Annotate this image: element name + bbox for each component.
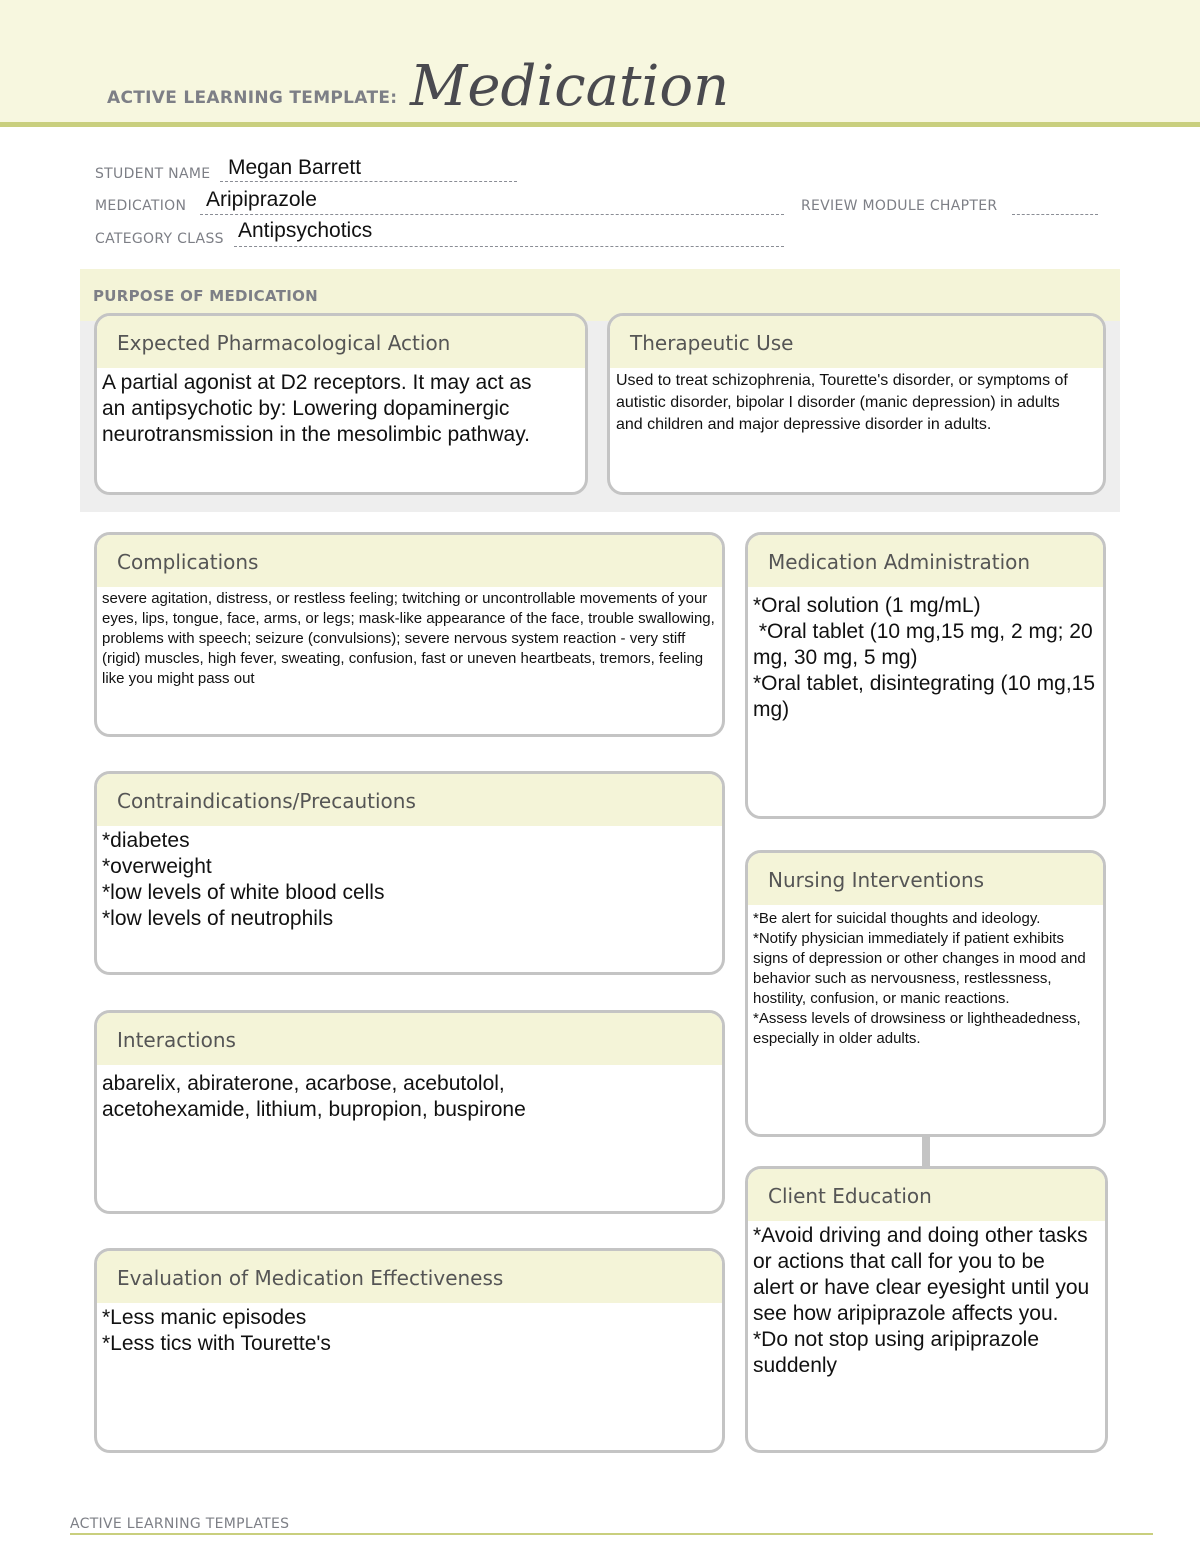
expected-action-heading: Expected Pharmacological Action xyxy=(97,316,585,368)
list-item: *Notify physician immediately if patient exhibits signs of depression or other changes in mood and behavior such as nervousness, restlessness, hostility, confusion, or manic reactions. xyxy=(753,930,1086,1007)
template-label: ACTIVE LEARNING TEMPLATE: xyxy=(107,88,398,108)
therapeutic-use-text: Used to treat schizophrenia, Tourette's disorder, or symptoms of autistic disorder, bipolar I disorder (manic depression) in adults and children and major depressive disorder in adults. xyxy=(616,372,1068,433)
list-item: *Oral tablet (10 mg,15 mg, 2 mg; 20 mg, 30 mg, 5 mg) xyxy=(753,620,1099,669)
list-item: *overweight xyxy=(102,855,212,878)
student-name-line xyxy=(220,181,517,182)
complications-text: severe agitation, distress, or restless feeling; twitching or uncontrollable movements of your eyes, lips, tongue, face, arms, or legs; mask-like appearance of the face, trouble swallowing, problems with speech; seizure (convulsions); severe nervous system reaction - very stiff (rigid) muscles, high fever, sweating, confusion, fast or uneven heartbeats, tremors, feeling like you might pass out xyxy=(102,590,715,687)
complications-card xyxy=(94,532,725,737)
medication-label: MEDICATION xyxy=(95,198,187,214)
expected-action-card xyxy=(94,313,588,495)
nursing-interventions-list xyxy=(748,905,1103,1053)
review-module-field[interactable] xyxy=(1012,214,1098,215)
list-item: *diabetes xyxy=(102,829,190,852)
list-item: *Oral solution (1 mg/mL) xyxy=(753,594,981,617)
expected-action-text: A partial agonist at D2 receptors. It may act as an antipsychotic by: Lowering dopaminergic neurotransmission in the mesolimbic pathway. xyxy=(102,371,532,446)
medication-line xyxy=(200,214,784,215)
purpose-title: PURPOSE OF MEDICATION xyxy=(93,287,319,305)
contraindications-heading: Contraindications/Precautions xyxy=(97,774,722,826)
review-module-label: REVIEW MODULE CHAPTER xyxy=(801,198,998,214)
list-item: *Less tics with Tourette's xyxy=(102,1332,331,1355)
list-item: *low levels of white blood cells xyxy=(102,881,385,904)
footer-rule xyxy=(70,1533,1153,1535)
list-item: *low levels of neutrophils xyxy=(102,907,334,930)
student-name-label: STUDENT NAME xyxy=(95,166,211,182)
evaluation-card xyxy=(94,1248,725,1453)
interactions-card xyxy=(94,1010,725,1214)
client-education-heading: Client Education xyxy=(748,1169,1105,1221)
evaluation-heading: Evaluation of Medication Effectiveness xyxy=(97,1251,722,1303)
nursing-interventions-heading: Nursing Interventions xyxy=(748,853,1103,905)
medication-administration-heading: Medication Administration xyxy=(748,535,1103,587)
list-item: *Avoid driving and doing other tasks or actions that call for you to be alert or have clear eyesight until you see how aripiprazole affects you. xyxy=(753,1224,1090,1325)
nursing-interventions-card xyxy=(745,850,1106,1137)
contraindications-list xyxy=(97,826,722,936)
footer-label: ACTIVE LEARNING TEMPLATES xyxy=(70,1516,290,1532)
connector-bar xyxy=(922,1136,930,1166)
page-title: Medication xyxy=(410,54,730,119)
medication-administration-card xyxy=(745,532,1106,819)
therapeutic-use-card xyxy=(607,313,1106,495)
header-rule xyxy=(0,122,1200,127)
contraindications-card xyxy=(94,771,725,975)
client-education-list xyxy=(748,1221,1105,1383)
therapeutic-use-heading: Therapeutic Use xyxy=(610,316,1103,368)
list-item: *Assess levels of drowsiness or lightheadedness, especially in older adults. xyxy=(753,1010,1081,1047)
category-class-line xyxy=(234,246,784,247)
category-class-field[interactable]: Antipsychotics xyxy=(238,219,373,242)
evaluation-list xyxy=(97,1303,722,1361)
client-education-card xyxy=(745,1166,1108,1453)
list-item: *Be alert for suicidal thoughts and ideology. xyxy=(753,910,1041,927)
complications-heading: Complications xyxy=(97,535,722,587)
interactions-text: abarelix, abiraterone, acarbose, acebutolol, acetohexamide, lithium, bupropion, buspirone xyxy=(102,1072,526,1121)
list-item: *Oral tablet, disintegrating (10 mg,15 mg) xyxy=(753,672,1096,721)
interactions-heading: Interactions xyxy=(97,1013,722,1065)
category-class-label: CATEGORY CLASS xyxy=(95,231,224,247)
student-name-field[interactable]: Megan Barrett xyxy=(228,156,362,179)
medication-administration-list xyxy=(748,587,1103,727)
medication-field[interactable]: Aripiprazole xyxy=(206,188,317,211)
list-item: *Less manic episodes xyxy=(102,1306,307,1329)
list-item: *Do not stop using aripiprazole suddenly xyxy=(753,1328,1040,1377)
